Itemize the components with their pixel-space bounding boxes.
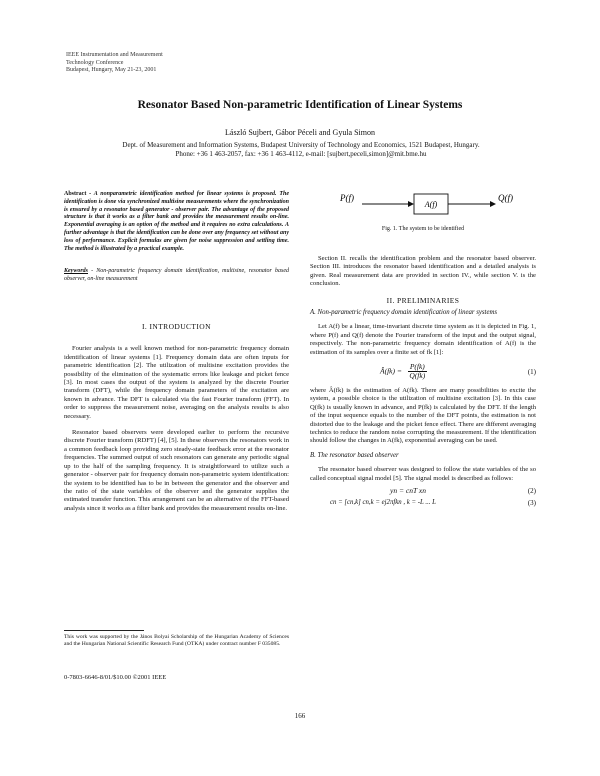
equation-1-numerator: P(fk) <box>409 362 425 372</box>
affiliation <box>66 141 536 159</box>
equation-3-body: cn = [cn,k] cn,k = ej2πfkn , k = -L ... L <box>330 499 436 507</box>
keywords-label: Keywords <box>64 268 88 274</box>
equation-3-number: (3) <box>527 499 536 508</box>
right-column <box>310 255 536 508</box>
page-number: 166 <box>294 712 306 720</box>
intro-paragraph-2: Resonator based observers were developed earlier to perform the recursive discrete Fourier transform (RDFT) [4], [5]. In these observers the resonators work in a common feedback loop providing zero steady-state feedback error at the resonator frequencies. The summed output of such resonators can generate any periodic signal up to the half of the sampling frequency. It is straightforward to utilize such a generator - observer pair for frequency domain non-parametric system identification: the system to be identified has to be in between the generator and the observer and the ratio of the state variables of the observer and the generator supplies the estimated transfer function. This arrangement can be an alternative of the FFT-based analysis since it works as a filter bank and provides the measurement results on-line. <box>64 429 289 512</box>
conference-line: IEEE Instrumentation and Measurement <box>66 52 163 58</box>
preliminaries-heading: II. PRELIMINARIES <box>386 295 460 305</box>
copyright-line: 0-7803-6646-8/01/$10.00 ©2001 IEEE <box>64 674 167 681</box>
conference-line: Budapest, Hungary, May 21-23, 2001 <box>66 67 157 73</box>
equation-3 <box>310 499 536 507</box>
input-signal-label: P(f) <box>340 193 354 203</box>
intro-roadmap-paragraph: Section II. recalls the identification problem and the resonator based observer. Section III. introduces the resonator based identification and a detailed analysis is given. Real measurement data are provided in section IV., while section V. is the conclusion. <box>310 255 536 288</box>
output-arrowhead <box>490 201 496 207</box>
keywords-text: - Non-parametric frequency domain identification, multisine, resonator based observer, on-line measurement <box>64 268 289 282</box>
intro-section <box>64 323 289 517</box>
input-arrowhead <box>408 201 414 207</box>
figure-caption: Fig. 1. The system to be identified <box>381 226 465 232</box>
abstract <box>64 191 289 253</box>
keywords <box>64 268 289 284</box>
equation-1-lhs: Â(fk) = <box>380 366 402 376</box>
subsection-a-heading: A. Non-parametric frequency domain identification of linear systems <box>310 309 498 317</box>
affiliation-line: Dept. of Measurement and Information Systems, Budapest University of Technology and Economics, 1521 Budapest, Hungary. <box>122 141 480 149</box>
intro-paragraph-1: Fourier analysis is a well known method for non-parametric frequency domain identification of linear systems [1]. Frequency domain data are often inputs for parametric identification [2]. The utilization of multisine excitation provides the possibility of the elimination of the systematic errors like leakage and picket fence [3]. In most cases the output of the system is analyzed by the discrete Fourier transform (DFT), while the frequency domain parameters of the excitation are known in advance. The DFT is calculated via the fast Fourier transform (FFT). In order to suppress the measurement noise, averaging on the analysis results is also necessary. <box>64 345 289 420</box>
abstract-text: - A nonparametric identification method for linear systems is proposed. The identification is done via synchronized multisine measurements where the synchronization is ensured by a resonator based generator - observer pair. The advantage of the proposed structure is that it works as a filter bank and provides the measurement results on-line. Exponential averaging is an option of the method and it requires no extra calculations. A further advantage is that the identification can be done over any frequency set without any loss of performance. Explicit formulas are given for noise suppression and settling time. The method is illustrated by a practical example. <box>64 191 289 252</box>
abstract-label: Abstract <box>64 191 87 197</box>
subsection-b-paragraph-1: The resonator based observer was designed to follow the state variables of the so called conceptual signal model [5]. The signal model is described as follows: <box>310 466 536 482</box>
equation-1-number: (1) <box>527 367 536 376</box>
intro-heading: I. INTRODUCTION <box>142 322 211 331</box>
contact-line: Phone: +36 1 463-2057, fax: +36 1 463-4112, e-mail: [sujbert,peceli,simon]@mit.bme.hu <box>175 150 427 158</box>
paper-title: Resonator Based Non-parametric Identification of Linear Systems <box>137 99 463 111</box>
subsection-a-paragraph-2: where Â(fk) is the estimation of A(fk). There are many possibilities to excite the system, a possible choice is the utilization of multisine excitation [3]. In this case Q(fk) is usually known in advance, and P(fk) is calculated by the DFT. If the length of the input sequence equals to the number of the DFT points, the estimation is not distorted due to the leakage and the picket fence effect. There are different averaging technics to reduce the random noise corrupting the measurement. If the identification should follow the changes in A(fk), exponential averaging can be used. <box>310 386 536 445</box>
equation-1 <box>310 363 536 381</box>
footnote-rule <box>64 630 144 631</box>
footnote: This work was supported by the János Bolyai Scholarship of the Hungarian Academy of Sciences and the Hungarian National Scientific Research Fund (OTKA) under contract number F 035085. <box>64 634 289 647</box>
paper-authors: László Sujbert, Gábor Péceli and Gyula Simon <box>225 128 375 137</box>
subsection-b-heading: B. The resonator based observer <box>310 451 399 459</box>
equation-2-body: yn = cnT xn <box>390 485 426 495</box>
equation-1-denominator: Q(fk) <box>409 371 426 381</box>
conference-header <box>66 52 163 75</box>
equation-2 <box>310 487 536 495</box>
system-block-label: A(f) <box>424 200 438 209</box>
conference-line: Technology Conference <box>66 59 124 66</box>
subsection-a-paragraph-1: Let A(f) be a linear, time-invariant discrete time system as it is depicted in Fig. 1, where P(f) and Q(f) denote the Fourier transform of the input and the output signal, respectively. The non-parametric frequency domain identification of A(f) is the estimation of its samples over a finite set of fk [1]: <box>310 323 536 356</box>
system-block-diagram <box>330 184 530 224</box>
equation-1-fraction <box>408 363 427 381</box>
output-signal-label: Q(f) <box>498 193 513 203</box>
equation-2-number: (2) <box>527 486 536 495</box>
